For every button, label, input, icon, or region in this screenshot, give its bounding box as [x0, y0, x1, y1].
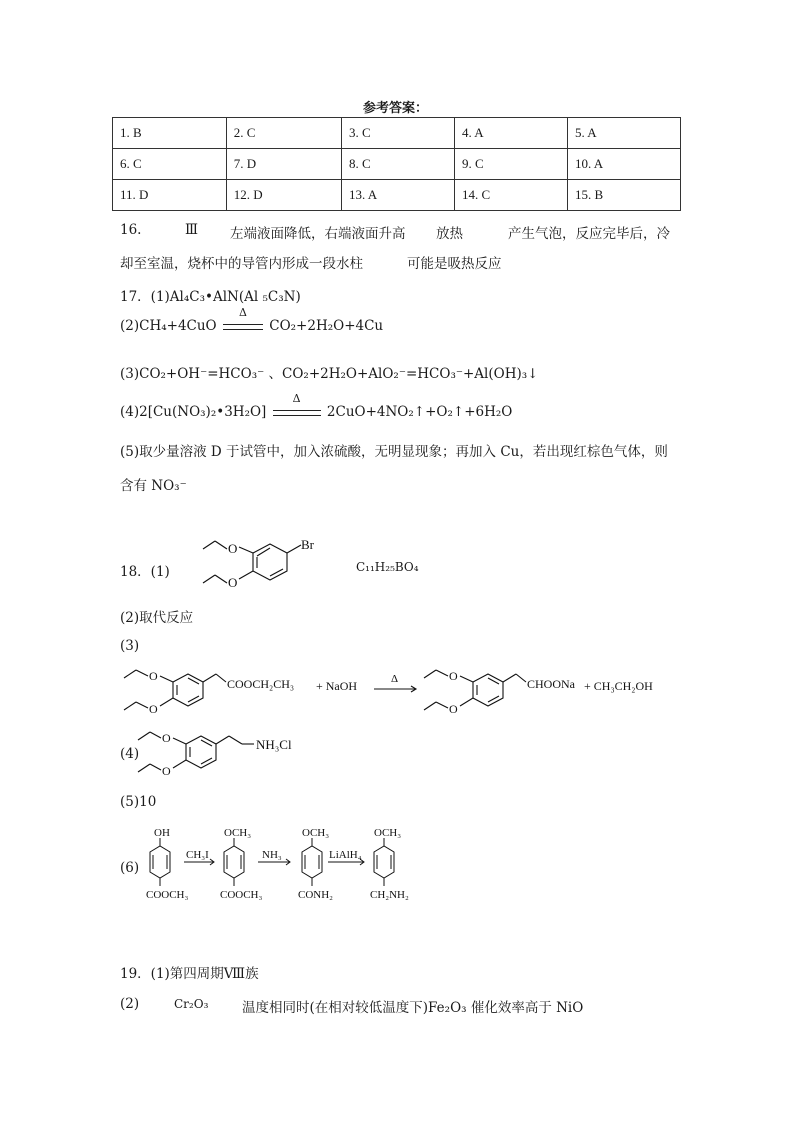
answer-cell: 8. C	[341, 149, 454, 180]
oxygen-label: O	[449, 702, 458, 716]
q17-line-3: (3)CO₂+OH⁻=HCO₃⁻ 、CO₂+2H₂O+AlO₂⁻=HCO₃⁻+Al(OH)₃↓	[120, 366, 539, 382]
oxygen-label: O	[449, 669, 458, 683]
q17-line-2	[120, 306, 384, 334]
oxygen-label: O	[149, 669, 158, 683]
answer-cell: 2. C	[226, 118, 341, 149]
oxygen-label: O	[162, 731, 171, 745]
q16-answer-3: 放热	[436, 226, 463, 242]
answer-cell: 6. C	[113, 149, 227, 180]
ester-group: COOCH₃	[220, 889, 263, 901]
reagent-lialh4: LiAlH₄	[329, 849, 362, 861]
oxygen-label: O	[149, 702, 158, 716]
answer-cell: 1. B	[113, 118, 227, 149]
answer-cell: 4. A	[454, 118, 567, 149]
bromine-label: Br	[301, 537, 314, 552]
q18-part-1: 18．(1)	[120, 564, 170, 580]
table-row	[113, 180, 681, 211]
table-row	[113, 118, 681, 149]
answer-cell: 7. D	[226, 149, 341, 180]
reaction-condition	[221, 306, 265, 334]
ester-group: COOCH₃	[146, 889, 189, 901]
structure-18-4	[136, 728, 306, 780]
q16-answer-4: 产生气泡，反应完毕后，冷	[508, 226, 670, 242]
hydroxyl-group: OH	[154, 827, 170, 839]
amide-group: CONH₂	[298, 889, 334, 901]
q17-line-4-right: 2CuO+4NO₂↑+O₂↑+6H₂O	[326, 404, 513, 420]
q19-answer-b: 温度相同时(在相对较低温度下)Fe₂O₃ 催化效率高于 NiO	[242, 1000, 584, 1016]
heat-symbol: Δ	[292, 392, 301, 405]
methoxy-group: OCH₃	[374, 827, 402, 839]
oxygen-label: O	[162, 764, 171, 778]
answer-table	[112, 117, 681, 211]
q17-line-4	[120, 392, 513, 420]
ester-group: COOCH₂CH₃	[227, 677, 295, 691]
table-row	[113, 149, 681, 180]
methoxy-group: OCH₃	[224, 827, 252, 839]
reagent-nh3: NH₃	[262, 849, 282, 861]
answer-cell: 13. A	[341, 180, 454, 211]
q18-formula: C₁₁H₂₅BO₄	[356, 560, 419, 574]
heat-symbol: Δ	[238, 306, 247, 319]
answer-cell: 10. A	[567, 149, 680, 180]
methoxy-group: OCH₃	[302, 827, 330, 839]
q16-answer-1: Ⅲ	[185, 222, 199, 238]
oxygen-label: O	[228, 541, 238, 556]
amine-group: CH₂NH₂	[370, 889, 409, 901]
oxygen-label: O	[228, 575, 238, 590]
q16-num: 16.	[120, 222, 142, 238]
heat-symbol: Δ	[391, 673, 399, 685]
q17-line-2-left: (2)CH₄+4CuO	[120, 318, 217, 334]
q16-answer-4-cont: 却至室温，烧杯中的导管内形成一段水柱	[120, 256, 363, 272]
synthesis-18-6	[140, 824, 440, 914]
answer-cell: 15. B	[567, 180, 680, 211]
reaction-condition	[271, 392, 323, 420]
q17-line-4-left: (4)2[Cu(NO₃)₂•3H₂O]	[120, 404, 267, 420]
q16-answer-5: 可能是吸热反应	[407, 256, 502, 272]
q18-part-6: (6)	[120, 860, 140, 876]
structure-18-1	[195, 535, 335, 600]
naoh-reagent: + NaOH	[316, 679, 358, 693]
answer-cell: 5. A	[567, 118, 680, 149]
answer-title: 参考答案：	[363, 101, 429, 116]
q18-part-4: (4)	[120, 746, 140, 762]
answer-cell: 9. C	[454, 149, 567, 180]
product-group: CHOONa	[527, 677, 575, 691]
answer-cell: 14. C	[454, 180, 567, 211]
q17-line-5: (5)取少量溶液 D 于试管中，加入浓硫酸，无明显现象；再加入 Cu，若出现红棕色气体，则	[120, 444, 668, 460]
ammonium-group: NH₃Cl	[256, 737, 292, 752]
answer-cell: 12. D	[226, 180, 341, 211]
q17-line-2-right: CO₂+2H₂O+4Cu	[269, 318, 384, 334]
q18-part-5: (5)10	[120, 794, 157, 810]
reaction-18-3	[118, 662, 678, 722]
q16-answer-2: 左端液面降低，右端液面升高	[230, 226, 406, 242]
q19-line-2-num: (2)	[120, 996, 140, 1012]
q18-part-3: (3)	[120, 638, 140, 654]
answer-cell: 3. C	[341, 118, 454, 149]
q17-line-1: 17．(1)Al₄C₃•AlN(Al ₅C₃N)	[120, 289, 301, 305]
q17-line-5-cont: 含有 NO₃⁻	[120, 478, 187, 494]
q19-answer-a: Cr₂O₃	[174, 997, 209, 1011]
ethanol-product: + CH₃CH₂OH	[584, 679, 653, 693]
reagent-ch3i: CH₃I	[186, 849, 209, 861]
answer-cell: 11. D	[113, 180, 227, 211]
q19-line-1: 19．(1)第四周期Ⅷ族	[120, 966, 259, 982]
q18-part-2: (2)取代反应	[120, 610, 194, 626]
